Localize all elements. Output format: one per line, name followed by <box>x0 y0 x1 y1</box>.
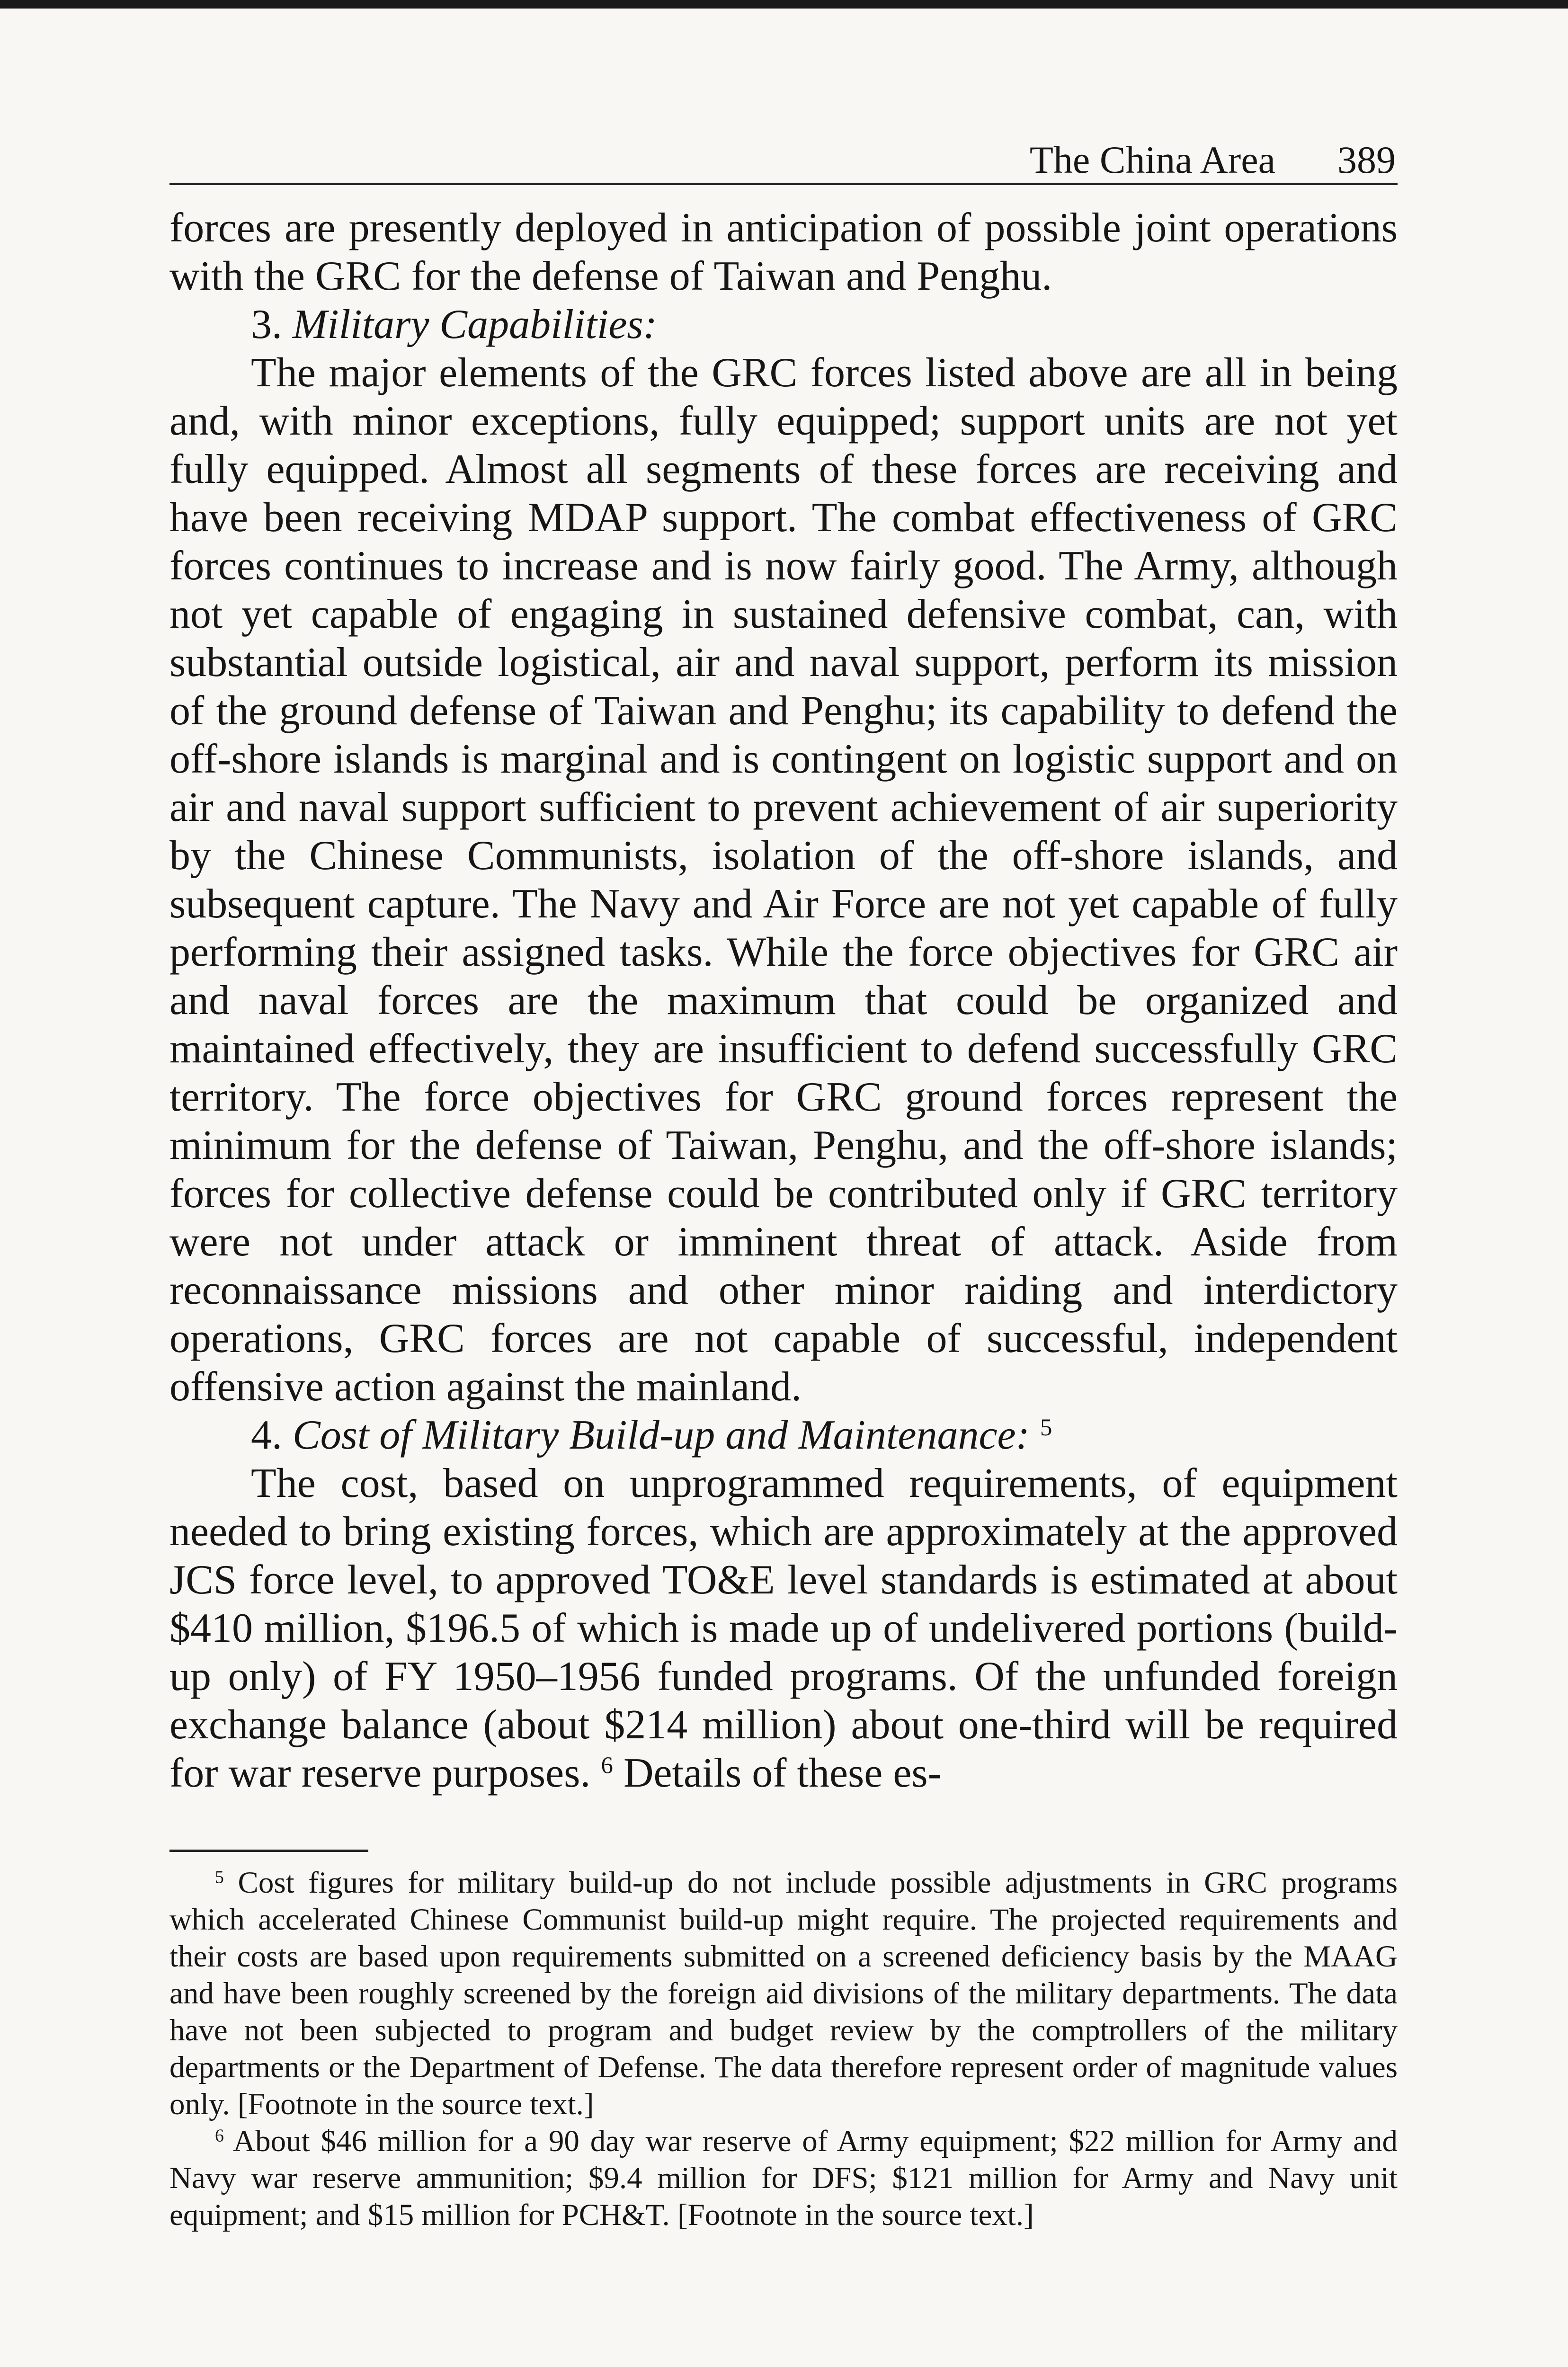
section-title: The China Area <box>1029 138 1275 181</box>
paragraph-cost-tail: Details of these es- <box>623 1750 942 1796</box>
footnotes <box>169 1864 1398 2234</box>
heading-title: Cost of Military Build-up and Maintenance: <box>293 1412 1030 1458</box>
running-header <box>169 137 1398 185</box>
section-heading-3 <box>169 301 1398 349</box>
heading-number: 3. <box>251 302 282 347</box>
book-page <box>169 137 1398 2234</box>
footnote-5 <box>169 1864 1398 2123</box>
heading-title: Military Capabilities: <box>293 302 657 347</box>
footnote-marker: 5 <box>215 1867 224 1887</box>
paragraph-cost <box>169 1459 1398 1797</box>
footnote-text: Cost figures for military build-up do not include possible adjustments in GRC programs which accelerated Chinese Communist build-up might require. The projected requirements and their costs are based upon requirements submitted on a screened deficiency basis by the MAAG and have been roughly screened by the foreign aid divisions of the military departments. The data have not been subjected to program and budget review by the comptrollers of the military departments or the Department of Defense. The data therefore represent order of magnitude values only. [Footnote in the source text.] <box>169 1866 1398 2121</box>
paragraph-cost-text: The cost, based on unprogrammed requirements, of equipment needed to bring existing forces, which are approximately at the approved JCS force level, to approved TO&E level standards is estimated at about $410 million, $196.5 of which is made up of undelivered portions (build-up only) of FY 1950–1956 funded programs. Of the unfunded foreign exchange balance (about $214 million) about one-third will be required for war reserve purposes. <box>169 1460 1398 1796</box>
footnote-divider <box>169 1850 368 1852</box>
paragraph-continuation: forces are presently deployed in anticipation of possible joint operations with the GRC for the defense of Taiwan and Penghu. <box>169 205 1398 299</box>
section-heading-4 <box>169 1411 1398 1459</box>
footnote-text: About $46 million for a 90 day war reserve of Army equipment; $22 million for Army and Navy war reserve ammunition; $9.4 million for DFS; $121 million for Army and Navy unit equipment; and $15 million for PCH&T. [Footnote in the source text.] <box>169 2124 1398 2232</box>
footnote-6 <box>169 2123 1398 2234</box>
footnote-marker: 6 <box>215 2126 224 2146</box>
page-number: 389 <box>1337 138 1396 181</box>
footnote-ref-5: 5 <box>1040 1414 1052 1441</box>
footnote-ref-6: 6 <box>601 1752 613 1779</box>
scan-top-edge <box>0 0 1568 9</box>
main-text <box>169 204 1398 1797</box>
heading-number: 4. <box>251 1412 282 1458</box>
paragraph-military-capabilities: The major elements of the GRC forces listed above are all in being and, with minor exceptions, fully equipped; support units are not yet fully equipped. Almost all segments of these forces are receiving and have been receiving MDAP support. The combat effectiveness of GRC forces continues to increase and is now fairly good. The Army, although not yet capable of engaging in sustained defensive combat, can, with substantial outside logistical, air and naval support, perform its mission of the ground defense of Taiwan and Penghu; its capability to defend the off-shore islands is marginal and is contingent on logistic support and on air and naval support sufficient to prevent achievement of air superiority by the Chinese Communists, isolation of the off-shore islands, and subsequent capture. The Navy and Air Force are not yet capable of fully performing their assigned tasks. While the force objectives for GRC air and naval forces are the maximum that could be organized and maintained effectively, they are insufficient to defend successfully GRC territory. The force objectives for GRC ground forces represent the minimum for the defense of Taiwan, Penghu, and the off-shore islands; forces for collective defense could be contributed only if GRC territory were not under attack or imminent threat of attack. Aside from reconnaissance missions and other minor raiding and interdictory operations, GRC forces are not capable of successful, independent offensive action against the mainland. <box>169 350 1398 1410</box>
